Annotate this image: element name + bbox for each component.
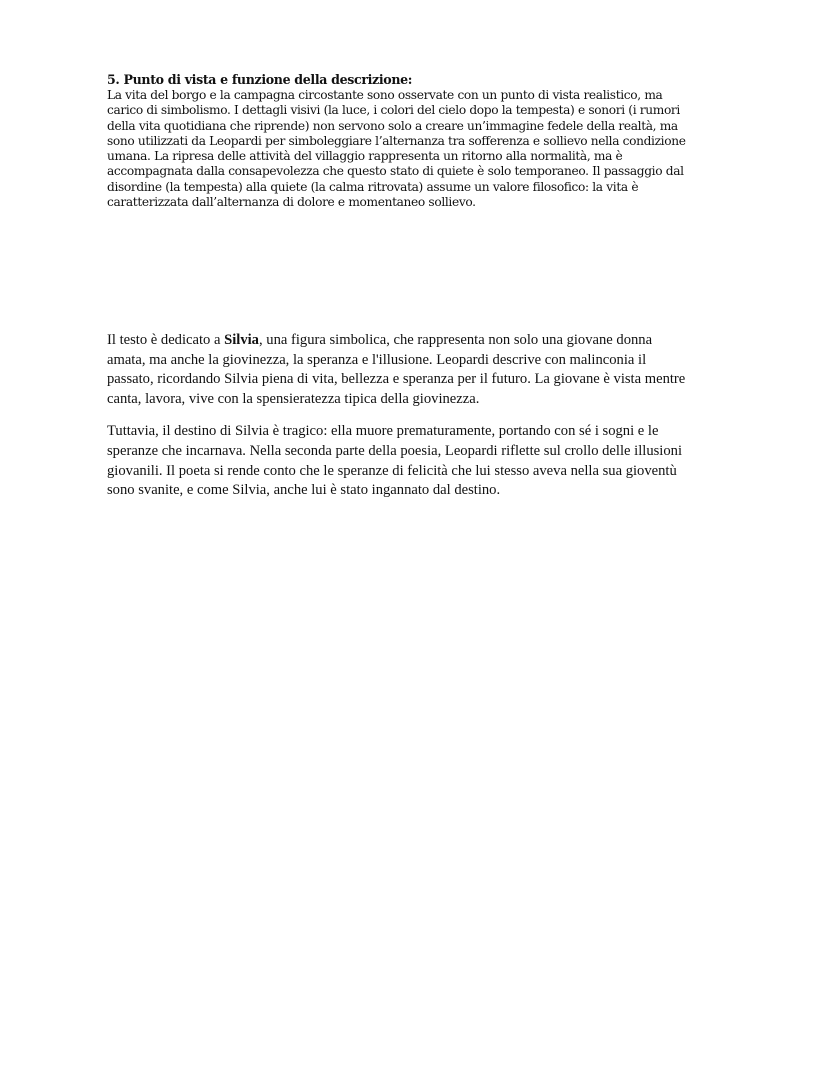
section-silvia [107,331,685,514]
text-line: speranze che incarnava. Nella seconda parte della poesia, Leopardi riflette sul crollo delle illusioni [107,442,682,459]
text-line: giovanili. Il poeta si rende conto che le speranze di felicità che lui stesso aveva nella sua gioventù [107,462,677,479]
section-heading: 5. Punto di vista e funzione della descrizione: [107,72,413,87]
paragraph-silvia-destino [107,422,685,500]
text-line: caratterizzata dall’alternanza di dolore e momentaneo sollievo. [107,195,476,210]
text-line: umana. La ripresa delle attività del villaggio rappresenta un ritorno alla normalità, ma è [107,149,623,164]
paragraph-silvia-intro [107,331,685,409]
text-line: disordine (la tempesta) alla quiete (la calma ritrovata) assume un valore filosofico: la vita è [107,179,639,194]
text-run: , una figura simbolica, che rappresenta non solo una giovane donna [258,332,653,348]
text-line: La vita del borgo e la campagna circostante sono osservate con un punto di vista realistico, ma [107,88,663,102]
text-line: canta, lavora, vive con la spensieratezza tipica della giovinezza. [107,390,480,407]
text-line: Tuttavia, il destino di Silvia è tragico: ella muore prematuramente, portando con sé i sogni e le [107,423,659,440]
text-line: della vita quotidiana che riprende) non servono solo a creare un’immagine fedele della realtà, ma [107,118,678,133]
text-line: carico di simbolismo. I dettagli visivi (la luce, i colori del cielo dopo la tempesta) e sonori (i rumori [107,103,680,118]
section-punto-di-vista [107,72,686,210]
silvia-name-bold: Silvia [224,332,259,348]
text-line: sono svanite, e come Silvia, anche lui è stato ingannato dal destino. [107,482,501,499]
text-line: accompagnata dalla consapevolezza che questo stato di quiete è solo temporaneo. Il passaggio dal [107,164,684,179]
text-line: amata, ma anche la giovinezza, la speranza e l'illusione. Leopardi descrive con malinconia il [107,351,647,368]
text-line: sono utilizzati da Leopardi per simboleggiare l’alternanza tra sofferenza e sollievo nella condizione [107,133,686,148]
text-run: Il testo è dedicato a [107,332,225,348]
text-line [107,331,685,351]
section-paragraph [107,88,686,210]
text-line: passato, ricordando Silvia piena di vita, bellezza e speranza per il futuro. La giovane è vista mentre [107,371,686,388]
